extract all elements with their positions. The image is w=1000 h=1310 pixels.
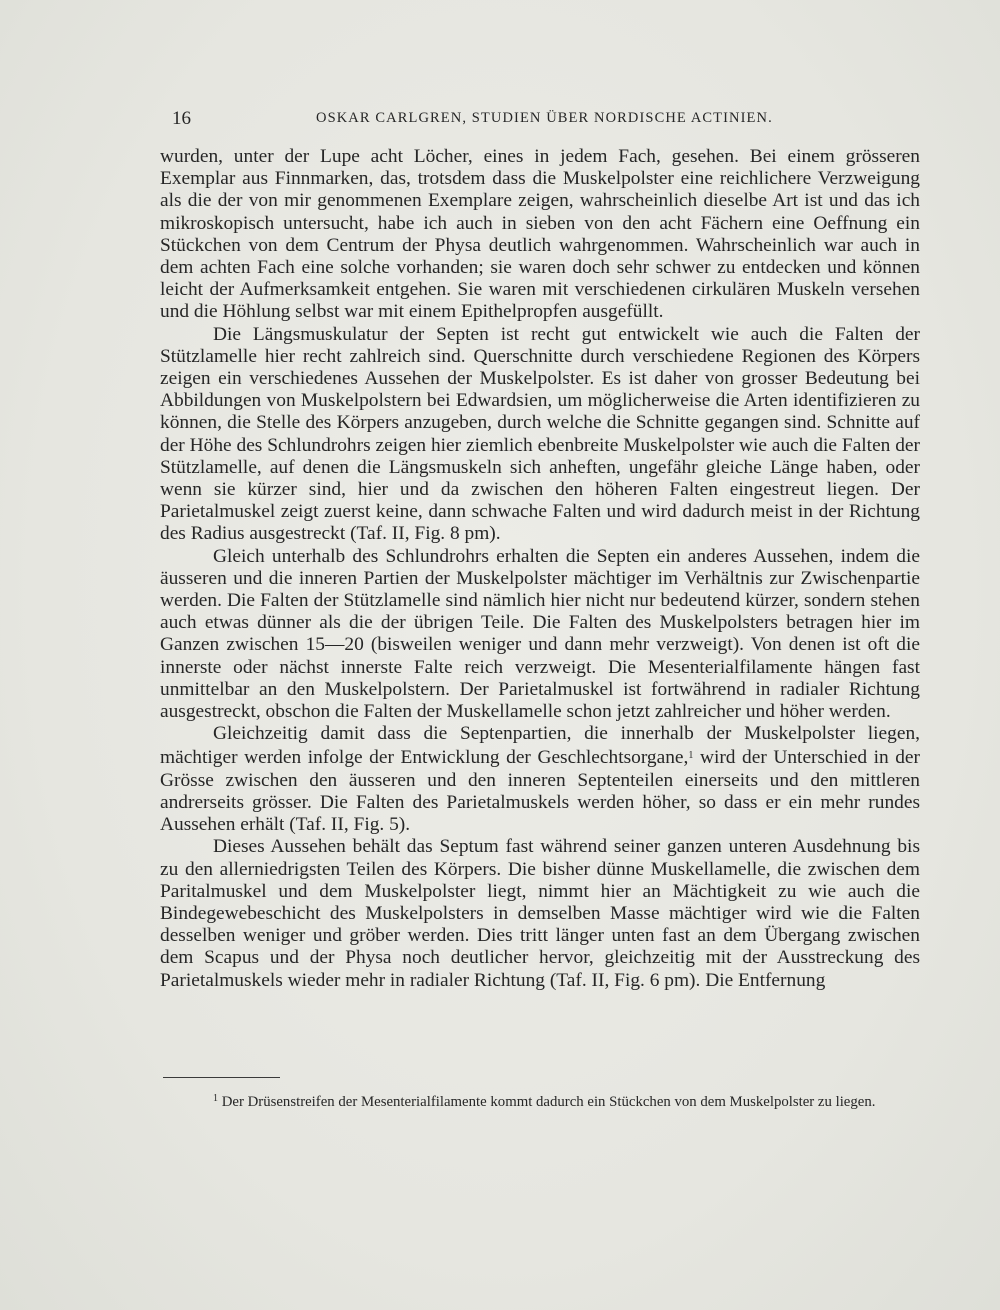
body-text	[160, 146, 920, 992]
paragraph-septenpartien-end: wird der Unterschied in der Grösse zwischen den äusseren und den inneren Septenteilen einerseits und den mittleren andrerseits grösser. Die Falten des Parietalmuskels werden höher, so dass er ein mehr rundes Aussehen erhält (Taf. II, Fig. 5).	[160, 747, 920, 836]
footnote	[163, 1088, 923, 1113]
paragraph-continuation: wurden, unter der Lupe acht Löcher, eines in jedem Fach, gesehen. Bei einem grösseren Exemplar aus Finnmarken, das, trotsdem dass die Muskelpolster eine reichlichere Verzweigung als die der von mir genommenen Exemplare zeigen, wahrscheinlich dieselbe Art ist und das ich mikroskopisch untersucht, habe ich auch in sieben von den acht Fächern eine Oeffnung ein Stückchen von dem Centrum der Physa deutlich wahrgenommen. Wahrscheinlich war auch in dem achten Fach eine solche vorhanden; sie waren doch sehr schwer zu entdecken und können leicht der Aufmerksamkeit entgehen. Sie waren mit verschiedenen cirkulären Muskeln versehen und die Höhlung selbst war mit einem Epithelpropfen ausgefüllt.	[160, 146, 920, 323]
footnote-reference: 1	[688, 750, 694, 762]
footnote-divider	[163, 1077, 280, 1078]
footnote-text: Der Drüsenstreifen der Mesenterialfilamente kommt dadurch ein Stückchen von dem Muskelpolster zu liegen.	[221, 1094, 876, 1110]
page-number: 16	[172, 108, 191, 129]
paragraph-septenpartien	[160, 723, 920, 836]
paragraph-aussehen: Dieses Aussehen behält das Septum fast während seiner ganzen unteren Ausdehnung bis zu den allerniedrigsten Teilen des Körpers. Die bisher dünne Muskellamelle, die zwischen dem Paritalmuskel und dem Muskelpolster liegt, nimmt hier an Mächtigkeit zu wie auch die Bindegewebeschicht des Muskelpolsters in demselben Masse mächtiger wird wie die Falten desselben weniger und gröber werden. Dies tritt länger unten fast an dem Übergang zwischen dem Scapus und der Physa noch deutlicher hervor, gleichzeitig mit der Ausstreckung des Parietalmuskels wieder mehr in radialer Richtung (Taf. II, Fig. 6 pm). Die Entfernung	[160, 836, 920, 991]
running-head: OSKAR CARLGREN, STUDIEN ÜBER NORDISCHE ACTINIEN.	[316, 110, 773, 126]
footnote-text-line	[163, 1088, 923, 1113]
footnote-marker: 1	[213, 1093, 218, 1104]
paragraph-schlundrohr: Gleich unterhalb des Schlundrohrs erhalten die Septen ein anderes Aussehen, indem die äusseren und die inneren Partien der Muskelpolster mächtiger im Verhältnis zur Zwischenpartie werden. Die Falten der Stützlamelle sind nämlich hier nicht nur bedeutend kürzer, sondern stehen auch etwas dünner als die der übrigen Teile. Die Falten des Muskelpolsters betragen hier im Ganzen zwischen 15—20 (bisweilen weniger und dann mehr verzweigt). Von denen ist oft die innerste oder nächst innerste Falte reich verzweigt. Die Mesenterialfilamente hängen fast unmittelbar an den Muskelpolstern. Der Parietalmuskel ist fortwährend in radialer Richtung ausgestreckt, obschon die Falten der Muskellamelle schon jetzt zahlreicher und höher werden.	[160, 545, 920, 723]
page-header	[172, 108, 932, 132]
paragraph-septenpartien-start: Gleichzeitig damit dass die Septenpartien, die innerhalb der Muskelpolster liegen, mächtiger werden infolge der Entwicklung der Geschlechtsorgane,	[160, 723, 920, 769]
paragraph-laengsmuskulatur: Die Längsmuskulatur der Septen ist recht gut entwickelt wie auch die Falten der Stützlamelle hier recht zahlreich sind. Querschnitte durch verschiedene Regionen des Körpers zeigen ein verschiedenes Aussehen der Muskelpolster. Es ist daher von grosser Bedeutung bei Abbildungen von Muskelpolstern bei Edwardsien, um möglicherweise die Arten identifizieren zu können, die Stelle des Körpers anzugeben, durch welche die Schnitte gegangen sind. Schnitte auf der Höhe des Schlundrohrs zeigen hier ziemlich ebenbreite Muskelpolster wie auch die Falten der Stützlamelle, auf denen die Längsmuskeln sich anheften, ungefähr gleiche Länge haben, oder wenn sie kürzer sind, hier und da zwischen den höheren Falten eingestreut liegen. Der Parietalmuskel zeigt zuerst keine, dann schwache Falten und wird dadurch meist in der Richtung des Radius ausgestreckt (Taf. II, Fig. 8 pm).	[160, 323, 920, 545]
